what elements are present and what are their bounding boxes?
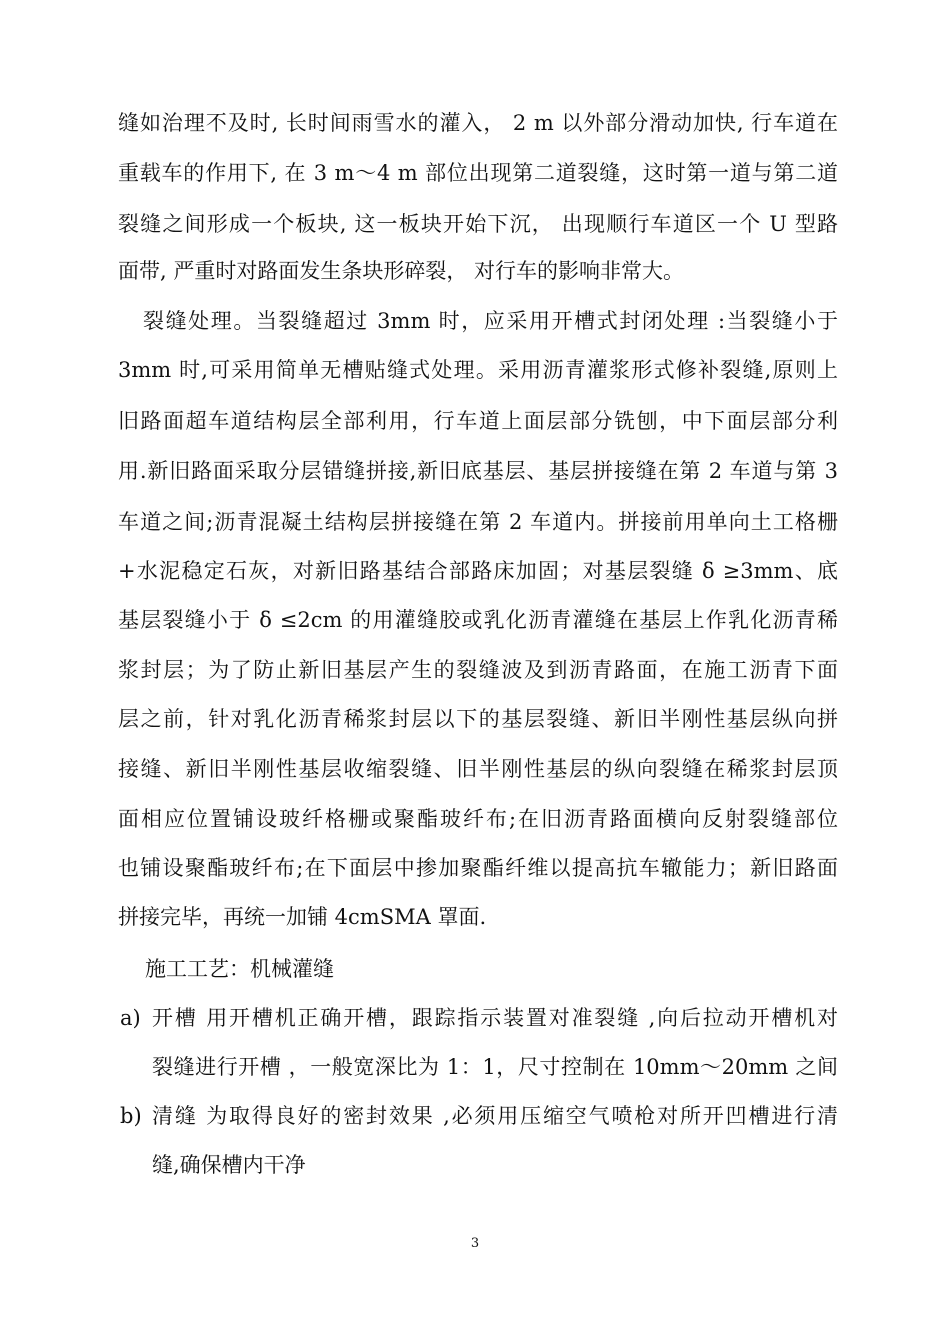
paragraph-line: 用.新旧路面采取分层错缝拼接,新旧底基层、基层拼接缝在第 2 车道与第 3 bbox=[118, 459, 838, 483]
paragraph-line: 裂缝处理。当裂缝超过 3mm 时，应采用开槽式封闭处理 :当裂缝小于 bbox=[143, 309, 838, 333]
paragraph-line: 3mm 时,可采用简单无槽贴缝式处理。采用沥青灌浆形式修补裂缝,原则上 bbox=[118, 358, 838, 382]
section-heading: 施工工艺：机械灌缝 bbox=[145, 957, 334, 981]
paragraph-line: 接缝、新旧半刚性基层收缩裂缝、旧半刚性基层的纵向裂缝在稀浆封层顶 bbox=[118, 757, 838, 781]
list-item-label: b) bbox=[120, 1104, 142, 1128]
paragraph-line: 旧路面超车道结构层全部利用，行车道上面层部分铣刨，中下面层部分利 bbox=[118, 409, 838, 433]
list-item-line: 清缝 为取得良好的密封效果 ,必须用压缩空气喷枪对所开凹槽进行清 bbox=[152, 1104, 838, 1128]
paragraph-line: 缝如治理不及时, 长时间雨雪水的灌入， 2 m 以外部分滑动加快, 行车道在 bbox=[118, 111, 838, 135]
paragraph-line: 拼接完毕，再统一加铺 4cmSMA 罩面. bbox=[118, 905, 487, 929]
paragraph-line: 面带, 严重时对路面发生条块形碎裂， 对行车的影响非常大。 bbox=[118, 259, 685, 283]
paragraph-line: 也铺设聚酯玻纤布;在下面层中掺加聚酯纤维以提高抗车辙能力；新旧路面 bbox=[118, 856, 838, 880]
paragraph-line: 基层裂缝小于 δ ≤2cm 的用灌缝胶或乳化沥青灌缝在基层上作乳化沥青稀 bbox=[118, 608, 838, 632]
paragraph-line: 裂缝之间形成一个板块, 这一板块开始下沉， 出现顺行车道区一个 U 型路 bbox=[118, 212, 838, 236]
paragraph-line: 面相应位置铺设玻纤格栅或聚酯玻纤布;在旧沥青路面横向反射裂缝部位 bbox=[118, 807, 838, 831]
list-item-line: 裂缝进行开槽 ，一般宽深比为 1：1，尺寸控制在 10mm～20mm 之间 bbox=[152, 1055, 838, 1079]
paragraph-line: 层之前，针对乳化沥青稀浆封层以下的基层裂缝、新旧半刚性基层纵向拼 bbox=[118, 707, 838, 731]
list-item-label: a) bbox=[120, 1006, 141, 1030]
paragraph-line: +水泥稳定石灰，对新旧路基结合部路床加固；对基层裂缝 δ ≥3mm、底 bbox=[118, 559, 838, 583]
paragraph-line: 浆封层；为了防止新旧基层产生的裂缝波及到沥青路面，在施工沥青下面 bbox=[118, 658, 838, 682]
page-number: 3 bbox=[470, 1236, 480, 1251]
list-item-line: 开槽 用开槽机正确开槽，跟踪指示装置对准裂缝 ,向后拉动开槽机对 bbox=[152, 1006, 838, 1030]
list-item-line: 缝,确保槽内干净 bbox=[152, 1153, 306, 1177]
paragraph-line: 重载车的作用下, 在 3 m～4 m 部位出现第二道裂缝，这时第一道与第二道 bbox=[118, 161, 838, 185]
paragraph-line: 车道之间;沥青混凝土结构层拼接缝在第 2 车道内。拼接前用单向土工格栅 bbox=[118, 510, 838, 534]
